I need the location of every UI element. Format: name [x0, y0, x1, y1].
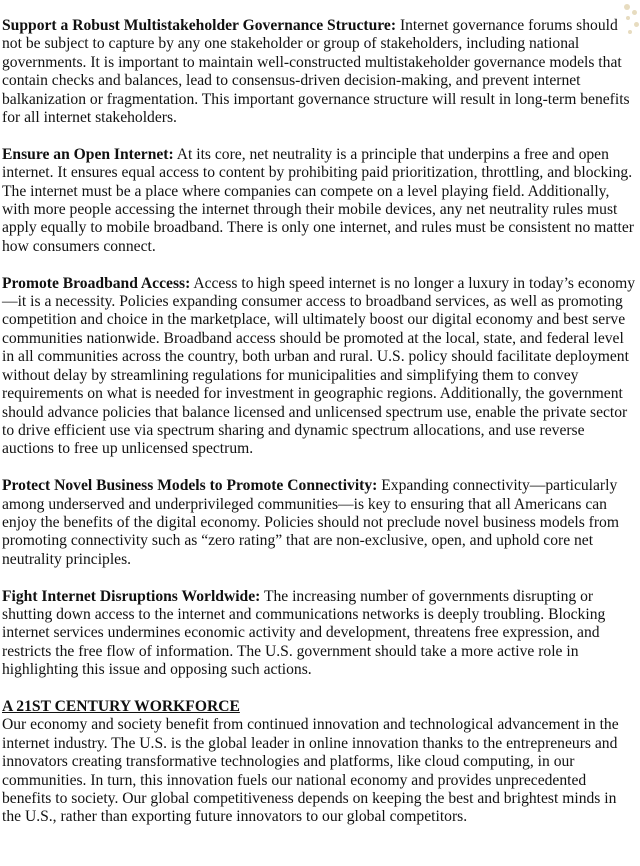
paragraph-body: Access to high speed internet is no longer a luxury in today’s economy—it is a necessity. Policies expanding consumer access to broadband services, as well as promoting competition and choice in the marketplace, will ultimately boost our digital economy and best serve communities nationwide. Broadband access should be promoted at the local, state, and federal level in all communities across the country, both urban and rural. U.S. policy should facilitate deployment without delay by streamlining regulations for municipalities and simplifying them to convey requirements on what is needed for investment in geographic regions. Additionally, the government should advance policies that balance licensed and unlicensed spectrum use, enable the private sector to drive efficient use via spectrum sharing and dynamic spectrum allocations, and use reverse auctions to free up unlicensed spectrum.: [2, 274, 636, 458]
paragraph-lead: Support a Robust Multistakeholder Governance Structure:: [2, 17, 397, 34]
paragraph-lead: Promote Broadband Access:: [2, 274, 191, 292]
paragraph-body: At its core, net neutrality is a principle that underpins a free and open internet. It ensures equal access to content by prohibiting paid prioritization, throttling, and blocking. The internet must be a place where companies can compete on a level playing field. Additionally, with more people accessing the internet through their mobile devices, any net neutrality rules must apply equally to mobile broadband. There is only one internet, and rules must be consistent no matter how consumers connect.: [2, 145, 634, 255]
paragraph-workforce: Our economy and society benefit from continued innovation and technological advancement in the internet industry. The U.S. is the global leader in online innovation thanks to the entrepreneurs and innovators creating transformative technologies and platforms, like cloud computing, in our communities. In turn, this innovation fuels our national economy and provides unprecedented benefits to society. Our global competitiveness depends on keeping the best and brightest minds in the U.S., rather than exporting future innovators to our global competitors.: [2, 716, 619, 826]
paragraph-body: Expanding connectivity—particularly among underserved and underprivileged communities—is key to ensuring that all Americans can enjoy the benefits of the digital economy. Policies should not preclude novel business models from promoting connectivity such as “zero rating” that are non-exclusive, open, and uphold core net neutrality principles.: [2, 477, 619, 568]
paragraph-internet-disruptions: [2, 588, 638, 680]
paragraph-body: Internet governance forums should not be subject to capture by any one stakeholder or group of stakeholders, including national governments. It is important to maintain well-constructed multistakeholder governance models that contain checks and balances, lead to consensus-driven decision-making, and prevent internet balkanization or fragmentation. This important governance structure will result in long-term benefits for all internet stakeholders.: [2, 17, 630, 127]
paragraph-lead: Fight Internet Disruptions Worldwide:: [2, 587, 261, 605]
document-page: [2, 17, 638, 845]
paragraph-lead: Ensure an Open Internet:: [2, 145, 174, 163]
paragraph-governance: [2, 17, 638, 127]
paragraph-open-internet: [2, 146, 638, 256]
section-heading-workforce: A 21ST CENTURY WORKFORCE: [2, 697, 240, 715]
paragraph-broadband-access: [2, 275, 638, 459]
paragraph-novel-business-models: [2, 477, 638, 569]
paragraph-lead: Protect Novel Business Models to Promote Connectivity:: [2, 477, 378, 495]
paragraph-body: The increasing number of governments disrupting or shutting down access to the internet and communications networks is deeply troubling. Blocking internet services undermines economic activity and development, threatens free expression, and restricts the free flow of information. The U.S. government should take a more active role in highlighting this issue and opposing such actions.: [2, 587, 606, 679]
